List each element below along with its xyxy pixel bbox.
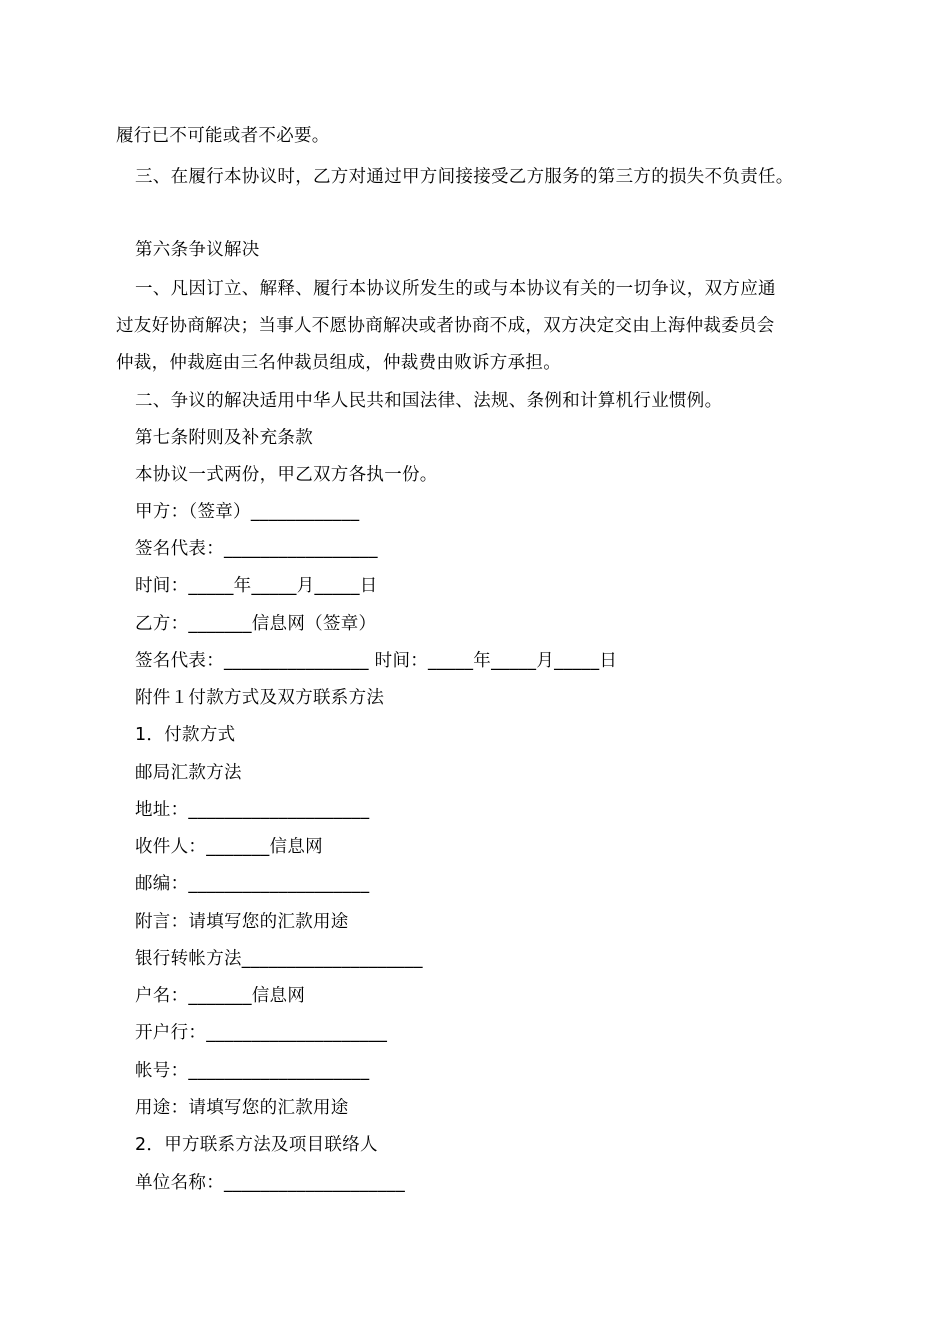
appendix-heading: 附件１付款方式及双方联系方法 [135,688,385,708]
company-name-field: 单位名称：____________________ [135,1173,405,1193]
party-a-date-field: 时间：_____年_____月_____日 [135,576,378,596]
text-line: 一、凡因订立、解释、履行本协议所发生的或与本协议有关的一切争议，双方应通 [135,279,776,299]
text-line: 仲裁，仲裁庭由三名仲裁员组成，仲裁费由败诉方承担。 [116,353,561,373]
address-field: 地址：____________________ [135,800,370,820]
subsection-heading: 1．付款方式 [135,725,236,745]
party-a-signature-field: 甲方：（签章）____________ [135,502,360,522]
text-line: 过友好协商解决；当事人不愿协商解决或者协商不成，双方决定交由上海仲裁委员会 [116,316,775,336]
section-heading: 第六条争议解决 [135,240,260,260]
text-line: 二、争议的解决适用中华人民共和国法律、法规、条例和计算机行业惯例。 [135,391,723,411]
recipient-field: 收件人：_______信息网 [135,837,323,857]
account-name-field: 户名：_______信息网 [135,986,306,1006]
account-number-field: 帐号：____________________ [135,1061,370,1081]
text-line: 本协议一式两份，甲乙双方各执一份。 [135,465,438,485]
bank-transfer-field: 银行转帐方法____________________ [135,949,423,969]
party-b-representative-date-field: 签名代表：________________ 时间：_____年_____月_____日 [135,651,618,671]
party-b-signature-field: 乙方：_______信息网（签章） [135,614,377,634]
text-line: 邮局汇款方法 [135,763,242,783]
section-heading: 第七条附则及补充条款 [135,428,313,448]
bank-branch-field: 开户行：____________________ [135,1023,388,1043]
postcode-field: 邮编：____________________ [135,874,370,894]
purpose-field: 用途：请填写您的汇款用途 [135,1098,349,1118]
text-line: 三、在履行本协议时，乙方对通过甲方间接接受乙方服务的第三方的损失不负责任。 [135,167,794,187]
party-a-representative-field: 签名代表：_________________ [135,539,378,559]
text-line: 履行已不可能或者不必要。 [116,126,330,146]
subsection-heading: 2．甲方联系方法及项目联络人 [135,1135,378,1155]
remark-field: 附言：请填写您的汇款用途 [135,912,349,932]
